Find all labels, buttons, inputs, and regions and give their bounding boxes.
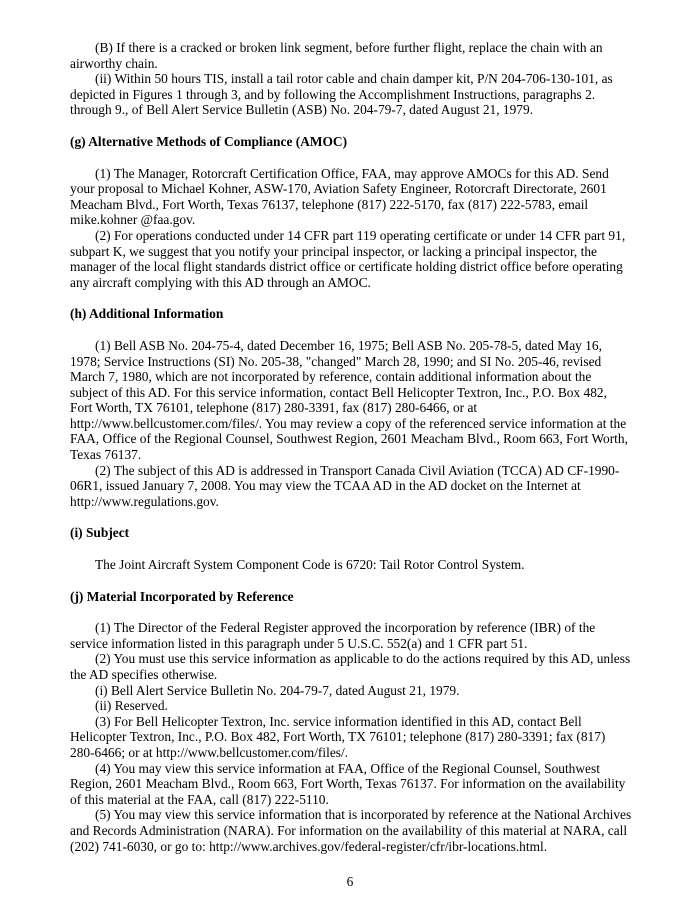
- spacer: [70, 322, 632, 338]
- paragraph-additional-info-2: (2) The subject of this AD is addressed in Transport Canada Civil Aviation (TCCA) AD CF-1990-06R1, issued January 7, 2008. You may view the TCAA AD in the AD docket on the Internet at http://www.regulations.gov.: [70, 462, 620, 509]
- paragraph-ibr-2: (2) You must use this service information as applicable to do the actions required by this AD, unless the AD specifies otherwise.: [70, 651, 631, 682]
- spacer: [70, 150, 632, 166]
- spacer: [70, 541, 632, 557]
- spacer: [70, 509, 632, 525]
- paragraph-amoc-1: (1) The Manager, Rotorcraft Certification Office, FAA, may approve AMOCs for this AD. Send your proposal to Michael Kohner, ASW-170, Aviation Safety Engineer, Rotorcraft Directorate, 2601 Meacham Blvd., Fort Worth, Texas 76137, telephone (817) 222-5170, fax (817) 222-5783, email mike.kohner @faa.gov.: [70, 165, 609, 228]
- paragraph-ibr-1: (1) The Director of the Federal Register approved the incorporation by reference (IBR) of the service information listed in this paragraph under 5 U.S.C. 552(a) and 1 CFR part 51.: [70, 620, 596, 651]
- paragraph-ibr-5: (5) You may view this service information that is incorporated by reference at the National Archives and Records Administration (NARA). For information on the availability of this material at NARA, call (202) 741-6030, or go to: http://www.archives.gov/federal-register/cfr/ibr-locations.html.: [70, 807, 632, 854]
- paragraph-b-cracked-link: (B) If there is a cracked or broken link segment, before further flight, replace the chain with an airworthy chain.: [70, 40, 603, 71]
- paragraph-ibr-4: (4) You may view this service information at FAA, Office of the Regional Counsel, Southwest Region, 2601 Meacham Blvd., Room 663, Fort Worth, Texas 76137. For information on the availability of this material at the FAA, call (817) 222-5110.: [70, 760, 626, 807]
- spacer: [70, 573, 632, 589]
- section-heading-amoc: (g) Alternative Methods of Compliance (AMOC): [70, 133, 348, 149]
- document-page: [70, 40, 632, 854]
- paragraph-amoc-2: (2) For operations conducted under 14 CFR part 119 operating certificate or under 14 CFR part 91, subpart K, we suggest that you notify your principal inspector, or lacking a principal inspector, the manager of the local flight standards district office or certificate holding district office before operating any aircraft complying with this AD through an AMOC.: [70, 227, 626, 290]
- paragraph-additional-info-1: (1) Bell ASB No. 204-75-4, dated December 16, 1975; Bell ASB No. 205-78-5, dated May 16, 1978; Service Instructions (SI) No. 205-38, "changed" March 28, 1990; and SI No. 205-46, revised March 7, 1980, which are not incorporated by reference, contain additional information about the subject of this AD. For this service information, contact Bell Helicopter Textron, Inc., P.O. Box 482, Fort Worth, TX 76101, telephone (817) 280-3391, fax (817) 280-6466, or at http://www.bellcustomer.com/files/. You may review a copy of the referenced service information at the FAA, Office of the Regional Counsel, Southwest Region, 2601 Meacham Blvd., Room 663, Fort Worth, Texas 76137.: [70, 337, 628, 463]
- section-heading-material-ibr: (j) Material Incorporated by Reference: [70, 588, 294, 604]
- section-heading-additional-information: (h) Additional Information: [70, 306, 224, 322]
- page-number: 6: [346, 874, 354, 889]
- spacer: [70, 290, 632, 306]
- section-heading-subject: (i) Subject: [70, 525, 130, 541]
- spacer: [70, 118, 632, 134]
- paragraph-ibr-2-i: (i) Bell Alert Service Bulletin No. 204-79-7, dated August 21, 1979.: [95, 682, 460, 698]
- spacer: [70, 604, 632, 620]
- paragraph-ibr-3: (3) For Bell Helicopter Textron, Inc. service information identified in this AD, contact Bell Helicopter Textron, Inc., P.O. Box 482, Fort Worth, TX 76101; telephone (817) 280-3391; fax (817) 280-6466; or at http://www.bellcustomer.com/files/.: [70, 713, 606, 760]
- paragraph-ii-damper-kit: (ii) Within 50 hours TIS, install a tail rotor cable and chain damper kit, P/N 204-706-130-101, as depicted in Figures 1 through 3, and by following the Accomplishment Instructions, paragraphs 2. through 9., of Bell Alert Service Bulletin (ASB) No. 204-79-7, dated August 21, 1979.: [70, 71, 613, 118]
- paragraph-subject: The Joint Aircraft System Component Code is 6720: Tail Rotor Control System.: [95, 557, 525, 573]
- paragraph-ibr-2-ii: (ii) Reserved.: [95, 698, 168, 714]
